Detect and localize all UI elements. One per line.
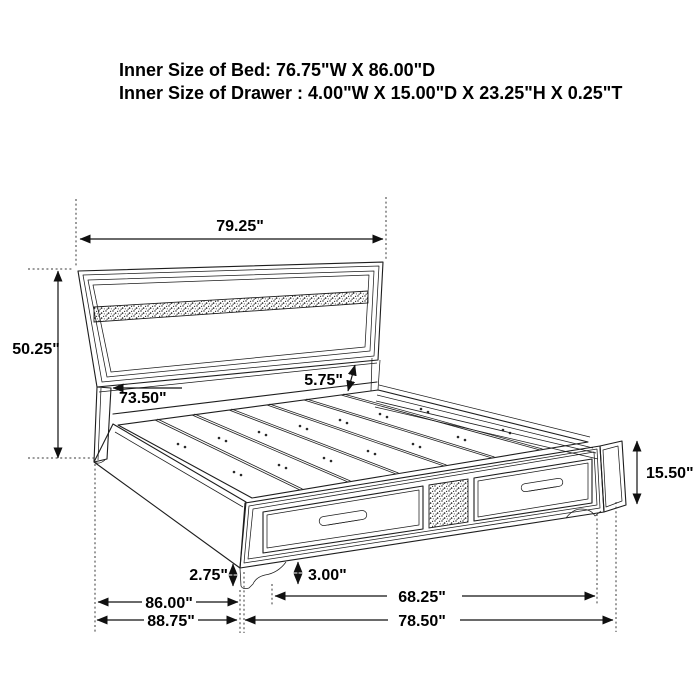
- dim-apron-clearance: [272, 562, 347, 606]
- inner-size-of-drawer-text: Inner Size of Drawer : 4.00"W X 15.00"D X 23.25"H X 0.25"T: [119, 83, 623, 103]
- dim-label: 79.25": [216, 218, 264, 235]
- headboard-glitter-strip-icon: [94, 291, 368, 322]
- dim-footboard-height: [637, 441, 694, 504]
- dim-label: 78.50": [398, 613, 446, 630]
- headboard-panel: [93, 275, 369, 372]
- title-block: [119, 60, 622, 103]
- dim-label: 68.25": [398, 589, 446, 606]
- dim-headboard-width: [76, 197, 386, 267]
- headboard-left-post: [94, 387, 111, 463]
- footboard-right-cap: [600, 441, 626, 512]
- dim-drawer-section-width: [275, 589, 595, 606]
- dim-label: 73.50": [119, 390, 167, 407]
- slat-lines: [155, 394, 543, 490]
- dim-headboard-inner-width: [113, 388, 182, 407]
- dim-side-inner-depth: [98, 595, 238, 612]
- drawer-handle-icon: [521, 478, 564, 492]
- bed-deck: [118, 390, 588, 498]
- footboard-glitter-panel-icon: [429, 479, 468, 528]
- dim-headboard-height: [12, 269, 96, 458]
- dim-side-overall-depth: [97, 613, 237, 630]
- screw-dots: [177, 408, 512, 477]
- dim-label: 3.00": [308, 567, 347, 584]
- dim-foot-height: [189, 564, 233, 586]
- headboard: [78, 262, 383, 463]
- right-side-rail: [375, 385, 598, 459]
- drawer-handle-icon: [319, 510, 368, 526]
- dim-footboard-width: [245, 613, 613, 630]
- dim-label: 50.25": [12, 341, 60, 358]
- dim-label: 88.75": [147, 613, 195, 630]
- dim-label: 5.75": [304, 372, 343, 389]
- inner-size-of-bed-text: Inner Size of Bed: 76.75"W X 86.00"D: [119, 60, 436, 80]
- dim-label: 15.50": [646, 465, 694, 482]
- left-side-rail: [94, 424, 246, 568]
- dim-headboard-rail-height: [304, 365, 355, 391]
- dim-label: 2.75": [189, 567, 228, 584]
- dim-label: 86.00": [145, 595, 193, 612]
